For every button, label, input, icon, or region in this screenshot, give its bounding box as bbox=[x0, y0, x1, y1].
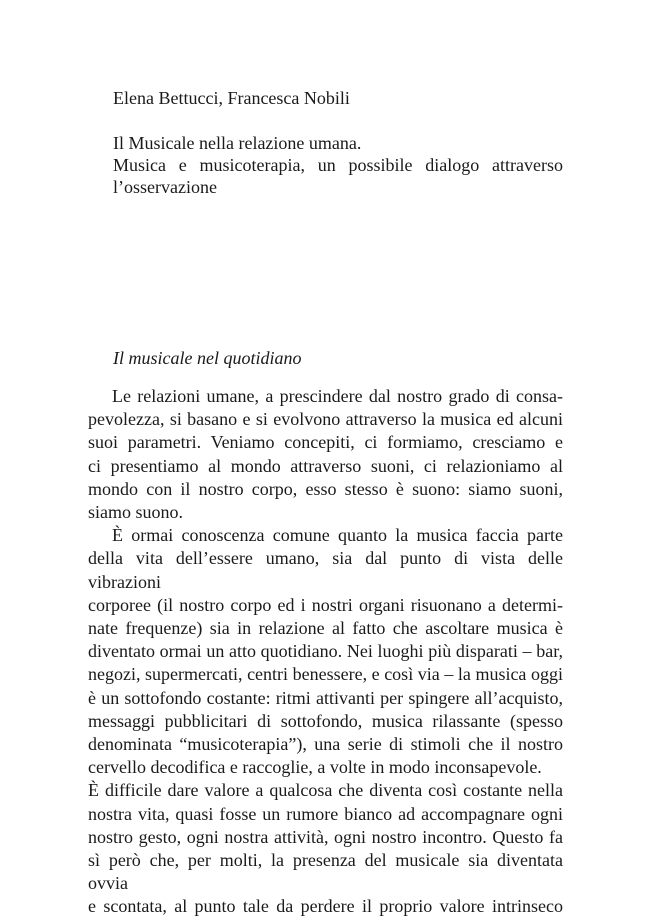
subtitle bbox=[113, 154, 563, 198]
text-line: negozi, supermercati, centri benessere, e così via – la musica oggi bbox=[88, 664, 563, 685]
text-line: messaggi pubblicitari di sottofondo, musica rilassante (spesso bbox=[88, 710, 563, 731]
text-line: e scontata, al punto tale da perdere il proprio valore intrinseco bbox=[88, 896, 563, 917]
text-line: È ormai conoscenza comune quanto la musica faccia parte bbox=[112, 525, 563, 546]
text-line: cervello decodifica e raccoglie, a volte in modo inconsapevole. bbox=[88, 757, 542, 778]
paragraph bbox=[88, 385, 563, 524]
chapter-title bbox=[113, 132, 563, 198]
subtitle-line: Musica e musicoterapia, un possibile dialogo attraverso bbox=[113, 155, 563, 175]
section-heading: Il musicale nel quotidiano bbox=[113, 348, 302, 368]
text-line: nostra vita, quasi fosse un rumore bianco ad accompagnare ogni bbox=[88, 803, 563, 824]
text-line: pevolezza, si basano e si evolvono attraverso la musica ed alcuni bbox=[88, 409, 563, 430]
text-line: corporee (il nostro corpo ed i nostri organi risuonano a determi- bbox=[88, 594, 563, 615]
text-line: diventato ormai un atto quotidiano. Nei luoghi più disparati – bar, bbox=[88, 641, 563, 662]
text-line: nate frequenze) sia in relazione al fatto che ascoltare musica è bbox=[88, 618, 563, 639]
text-line: della vita dell’essere umano, sia dal punto di vista delle vibrazioni bbox=[88, 548, 563, 592]
text-line: Le relazioni umane, a prescindere dal nostro grado di consa- bbox=[112, 386, 563, 406]
authors: Elena Bettucci, Francesca Nobili bbox=[113, 88, 350, 108]
subtitle-line: l’osservazione bbox=[113, 177, 217, 197]
text-line: È difficile dare valore a qualcosa che diventa così costante nella bbox=[88, 780, 563, 801]
text-line: siamo suono. bbox=[88, 502, 184, 523]
body-text bbox=[88, 385, 563, 919]
text-line: nostro gesto, ogni nostra attività, ogni nostro incontro. Questo fa bbox=[88, 826, 563, 847]
text-line: denominata “musicoterapia”), una serie di stimoli che il nostro bbox=[88, 734, 563, 755]
text-line: è un sottofondo costante: ritmi attivanti per spingere all’acquisto, bbox=[88, 687, 563, 708]
paragraph bbox=[88, 524, 563, 918]
text-line: mondo con il nostro corpo, esso stesso è suono: siamo suoni, bbox=[88, 478, 563, 499]
text-line: ci presentiamo al mondo attraverso suoni, ci relazioniamo al bbox=[88, 455, 563, 476]
text-line: sì però che, per molti, la presenza del musicale sia diventata ovvia bbox=[88, 850, 563, 894]
title-line: Il Musicale nella relazione umana. bbox=[113, 133, 362, 153]
text-line: suoi parametri. Veniamo concepiti, ci formiamo, cresciamo e bbox=[88, 432, 563, 453]
